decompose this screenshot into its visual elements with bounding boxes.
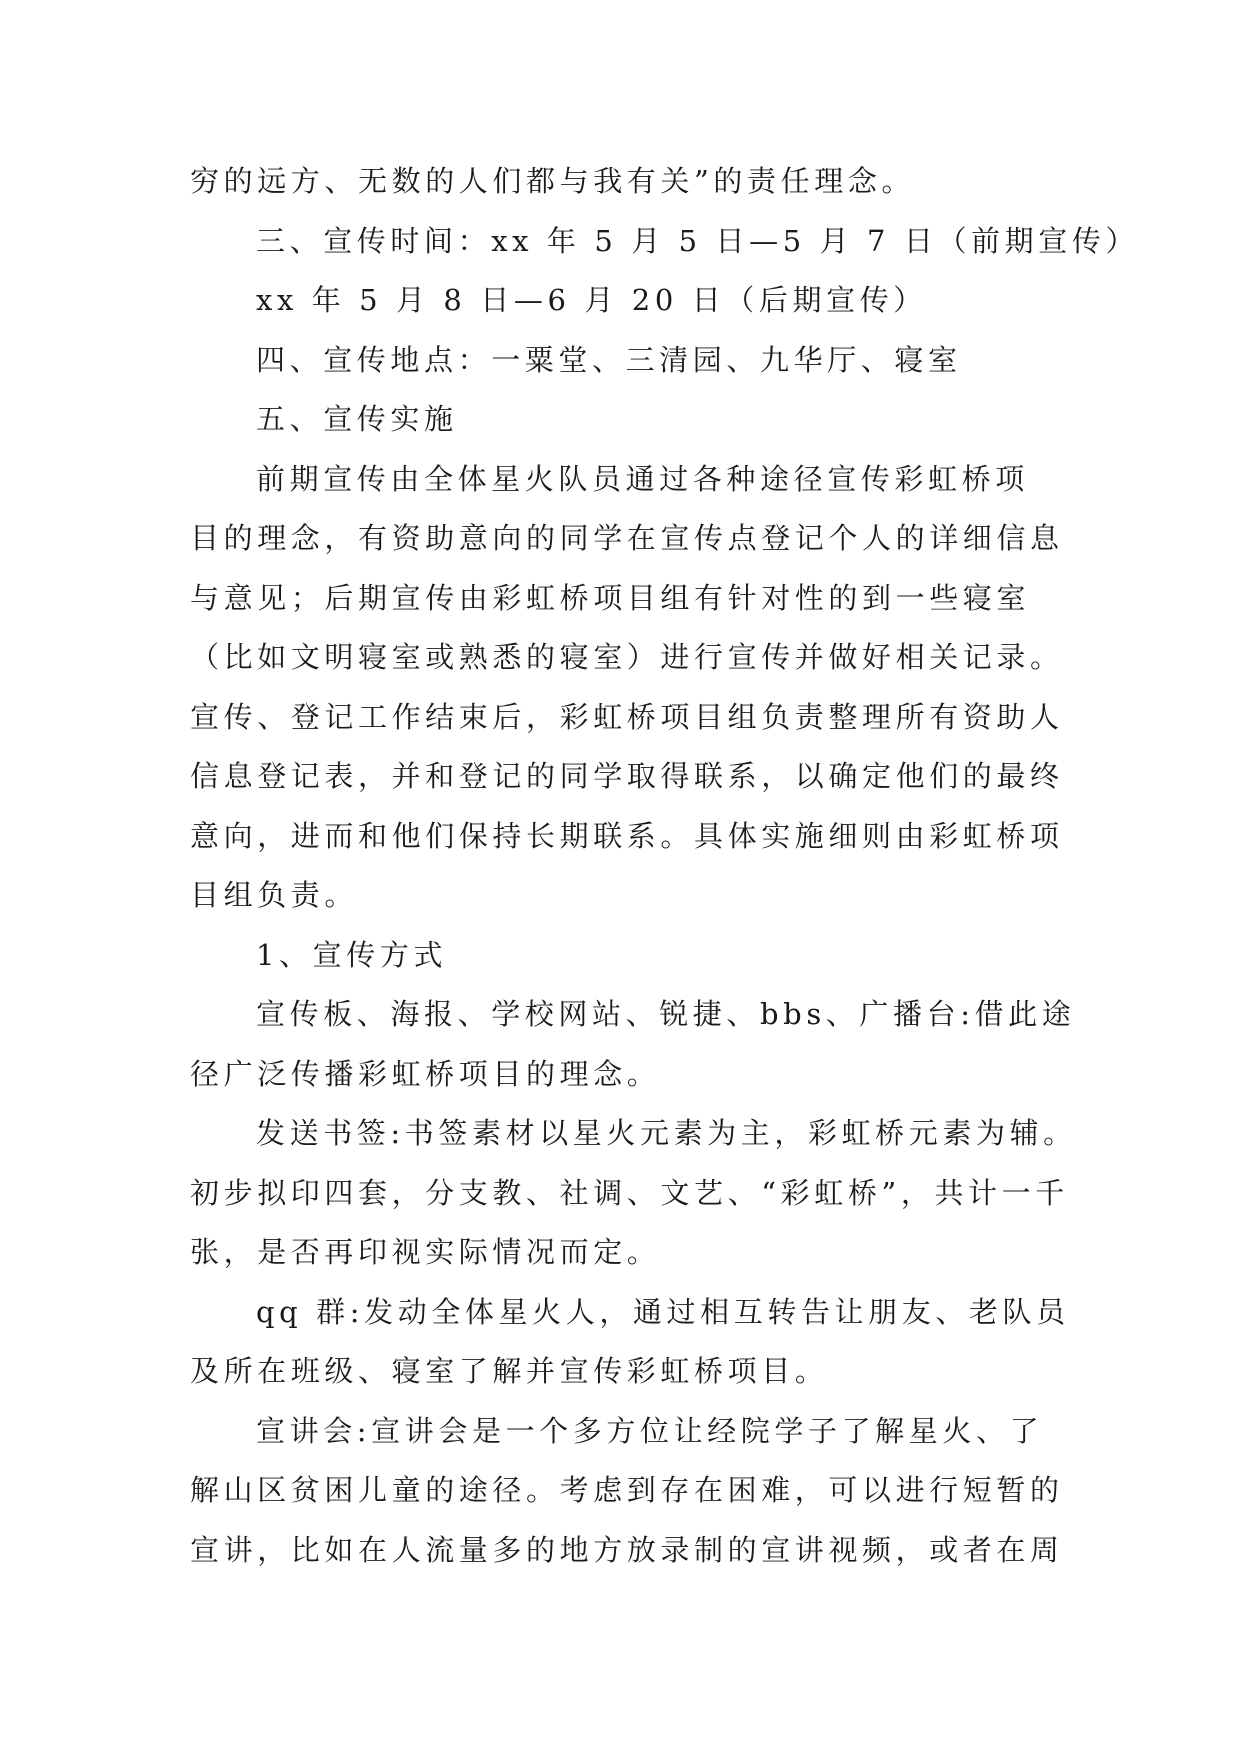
text-line: qq 群:发动全体星火人，通过相互转告让朋友、老队员 [256, 1294, 1070, 1329]
text-line: 与意见；后期宣传由彩虹桥项目组有针对性的到一些寝室 [190, 580, 1031, 615]
document-body [190, 152, 1140, 1580]
text-line: 信息登记表，并和登记的同学取得联系，以确定他们的最终 [190, 759, 1064, 793]
text-line: 意向，进而和他们保持长期联系。具体实施细则由彩虹桥项 [190, 818, 1064, 853]
text-line: 前期宣传由全体星火队员通过各种途径宣传彩虹桥项 [256, 461, 1029, 496]
text-line: 宣讲会:宣讲会是一个多方位让经院学子了解星火、了 [256, 1413, 1044, 1448]
text-line: 穷的远方、无数的人们都与我有关”的责任理念。 [190, 164, 916, 198]
text-line: 三、宣传时间：xx 年 5 月 5 日—5 月 7 日（前期宣传） [256, 223, 1140, 258]
text-line: （比如文明寝室或熟悉的寝室）进行宣传并做好相关记录。 [190, 640, 1064, 674]
text-line: 初步拟印四套，分支教、社调、文艺、“彩虹桥”，共计一千 [190, 1175, 1069, 1210]
text-line: 目组负责。 [190, 878, 359, 912]
text-line: 解山区贫困儿童的途径。考虑到存在困难，可以进行短暂的 [190, 1473, 1064, 1507]
text-line: 宣传、登记工作结束后，彩虹桥项目组负责整理所有资助人 [190, 699, 1064, 734]
text-line: xx 年 5 月 8 日—6 月 20 日（后期宣传） [256, 283, 927, 317]
text-line: 四、宣传地点：一粟堂、三清园、九华厅、寝室 [256, 342, 962, 377]
section-heading: 1、宣传方式 [256, 937, 448, 972]
text-line: 宣传板、海报、学校网站、锐捷、bbs、广播台:借此途 [256, 997, 1076, 1031]
section-heading: 五、宣传实施 [256, 402, 458, 436]
text-line: 及所在班级、寝室了解并宣传彩虹桥项目。 [190, 1354, 829, 1388]
text-line: 发送书签:书签素材以星火元素为主，彩虹桥元素为辅。 [256, 1116, 1077, 1150]
text-line: 张，是否再印视实际情况而定。 [190, 1235, 661, 1269]
text-line: 径广泛传播彩虹桥项目的理念。 [190, 1056, 661, 1091]
text-line: 目的理念，有资助意向的同学在宣传点登记个人的详细信息 [190, 521, 1064, 555]
text-line: 宣讲，比如在人流量多的地方放录制的宣讲视频，或者在周 [190, 1532, 1064, 1567]
